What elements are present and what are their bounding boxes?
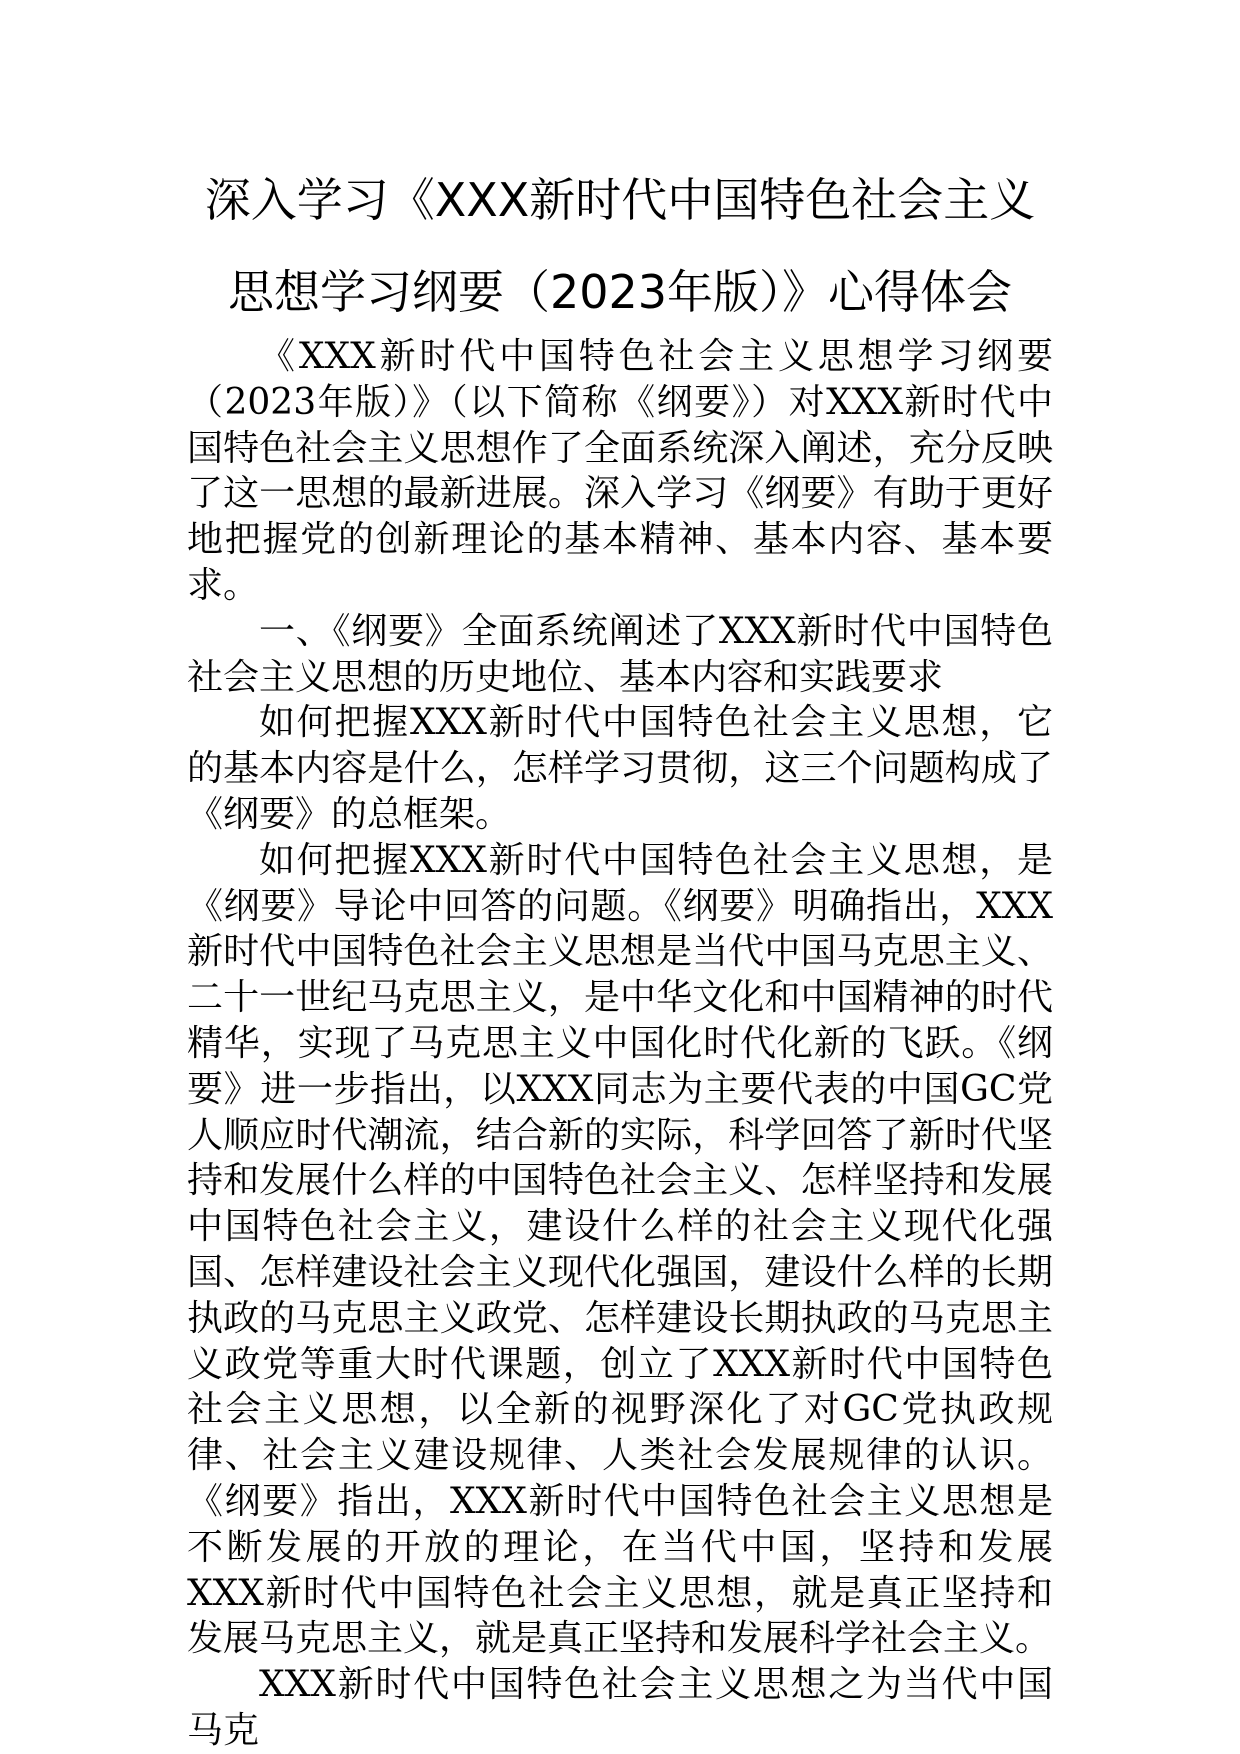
intro-paragraph: 《XXX新时代中国特色社会主义思想学习纲要（2023年版）》（以下简称《纲要》）对XXX新时代中国特色社会主义思想作了全面系统深入阐述，充分反映了这一思想的最新进展。深入学习《纲要》有助于更好地把握党的创新理论的基本精神、基本内容、基本要求。 xyxy=(187,336,1053,606)
body-paragraph: 如何把握XXX新时代中国特色社会主义思想，是《纲要》导论中回答的问题。《纲要》明确指出，XXX新时代中国特色社会主义思想是当代中国马克思主义、二十一世纪马克思主义，是中华文化和中国精神的时代精华，实现了马克思主义中国化时代化新的飞跃。《纲要》进一步指出，以XXX同志为主要代表的中国GC党人顺应时代潮流，结合新的实际，科学回答了新时代坚持和发展什么样的中国特色社会主义、怎样坚持和发展中国特色社会主义，建设什么样的社会主义现代化强国、怎样建设社会主义现代化强国，建设什么样的长期执政的马克思主义政党、怎样建设长期执政的马克思主义政党等重大时代课题，创立了XXX新时代中国特色社会主义思想，以全新的视野深化了对GC党执政规律、社会主义建设规律、人类社会发展规律的认识。《纲要》指出，XXX新时代中国特色社会主义思想是不断发展的开放的理论，在当代中国，坚持和发展XXX新时代中国特色社会主义思想，就是真正坚持和发展马克思主义，就是真正坚持和发展科学社会主义。 xyxy=(187,839,1053,1660)
body-paragraph: XXX新时代中国特色社会主义思想之为当代中国马克 xyxy=(187,1664,1053,1751)
section-heading-1: 一、《纲要》全面系统阐述了XXX新时代中国特色社会主义思想的历史地位、基本内容和实践要求 xyxy=(187,610,1053,698)
document-title-line-1: 深入学习《XXX新时代中国特色社会主义 xyxy=(204,173,1036,227)
document-title-line-2: 思想学习纲要（2023年版）》心得体会 xyxy=(227,265,1013,319)
body-paragraph: 如何把握XXX新时代中国特色社会主义思想，它的基本内容是什么，怎样学习贯彻，这三个问题构成了《纲要》的总框架。 xyxy=(187,702,1053,835)
document-body xyxy=(187,334,1053,1754)
